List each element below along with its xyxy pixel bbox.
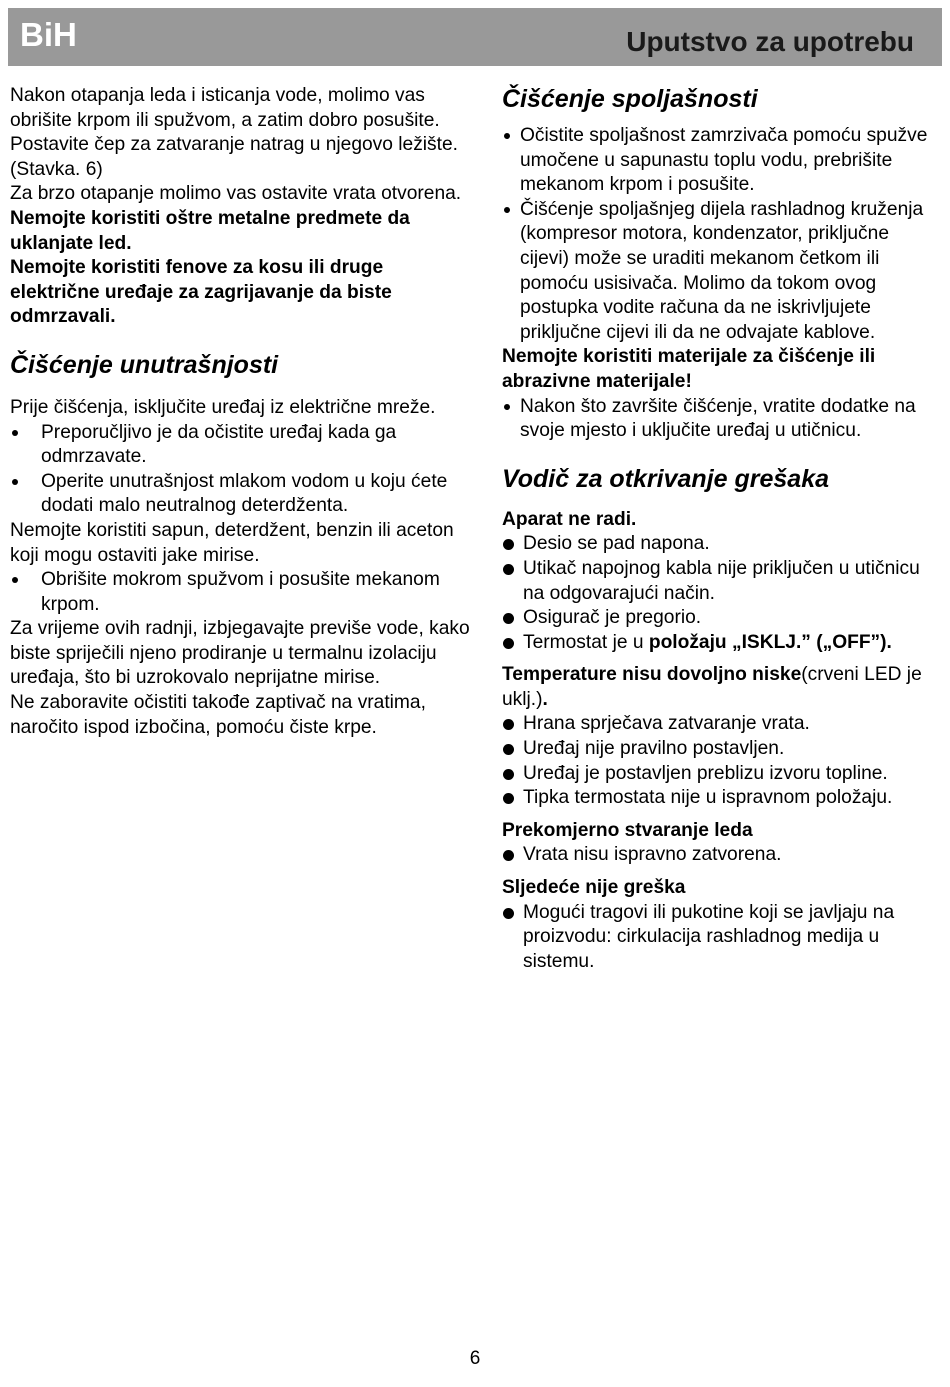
problem-cause: Mogući tragovi ili pukotine koji se javljaju na proizvodu: cirkulacija rashladnog medija u sistemu. xyxy=(502,901,942,975)
cause-text-bold: položaju „ISKLJ.” („OFF”). xyxy=(648,631,892,653)
outside-bullet: Čišćenje spoljašnjeg dijela rashladnog kruženja (kompresor motora, kondenzator, priključne cijevi) može se uraditi mekanom četkom ili pomoću usisivača. Molimo da tokom ovog postupka vodite računa da ne iskrivljujete priključne cijevi ili da ne odvajate kablove. xyxy=(502,198,942,346)
problem-cause: Tipka termostata nije u ispravnom položaju. xyxy=(502,786,942,811)
problem-title-bold: Temperature nisu dovoljno niske xyxy=(502,664,802,686)
right-column xyxy=(502,84,942,974)
inside-bullet: Preporučljivo je da očistite uređaj kada ga odmrzavate. xyxy=(10,421,472,470)
inside-paragraph: Prije čišćenja, isključite uređaj iz električne mreže. xyxy=(10,396,436,418)
warning-abrasive: Nemojte koristiti materijale za čišćenje ili abrazivne materijale! xyxy=(502,346,876,392)
inside-paragraph: Ne zaboravite očistiti takođe zaptivač na vratima, naročito ispod izbočina, pomoću čiste krpe. xyxy=(10,692,426,738)
problem-cause xyxy=(502,631,942,656)
warning-hair-dryer: Nemojte koristiti fenove za kosu ili druge električne uređaje za zagrijavanje da biste odmrzavali. xyxy=(10,257,392,328)
intro-paragraph: Nakon otapanja leda i isticanja vode, molimo vas obrišite krpom ili spužvom, a zatim dobro posušite. Postavite čep za zatvaranje natrag u njegovo ležište. (Stavka. 6) xyxy=(10,85,458,180)
manual-title: Uputstvo za upotrebu xyxy=(626,26,914,57)
inside-paragraph: Nemojte koristiti sapun, deterdžent, benzin ili aceton koji mogu ostaviti jake mirise. xyxy=(10,519,454,566)
warning-sharp-objects: Nemojte koristiti oštre metalne predmete da uklanjate led. xyxy=(10,207,410,254)
cause-text: Termostat je u xyxy=(523,631,649,653)
problem-title-note: (crveni LED je uklj.) xyxy=(502,664,922,710)
problem-title: Sljedeće nije greška xyxy=(502,877,686,899)
heading-outside-cleaning: Čišćenje spoljašnosti xyxy=(502,85,758,113)
problem-title: Prekomjerno stvaranje leda xyxy=(502,819,753,841)
page-number: 6 xyxy=(469,1348,481,1369)
heading-inside-cleaning: Čišćenje unutrašnjosti xyxy=(10,350,279,379)
problem-cause: Vrata nisu ispravno zatvorena. xyxy=(502,843,942,868)
problem-cause: Desio se pad napona. xyxy=(502,532,942,557)
left-column xyxy=(10,84,472,740)
inside-bullet: Obrišite mokrom spužvom i posušite mekanom krpom. xyxy=(10,568,472,617)
language-label: BiH xyxy=(20,16,77,53)
problem-cause: Hrana sprječava zatvaranje vrata. xyxy=(502,712,942,737)
problem-title xyxy=(502,663,942,712)
page-header xyxy=(8,8,942,66)
problem-cause: Utikač napojnog kabla nije priključen u utičnicu na odgovarajući način. xyxy=(502,557,942,606)
problem-cause: Osigurač je pregorio. xyxy=(502,606,942,631)
problem-title-end: . xyxy=(542,688,548,710)
inside-bullet: Operite unutrašnjost mlakom vodom u koju ćete dodati malo neutralnog deterdženta. xyxy=(10,470,472,519)
outside-bullet: Nakon što završite čišćenje, vratite dodatke na svoje mjesto i uključite uređaj u utičnicu. xyxy=(502,395,942,444)
problem-cause: Uređaj je postavljen preblizu izvoru topline. xyxy=(502,762,942,787)
outside-bullet: Očistite spoljašnost zamrzivača pomoću spužve umočene u sapunastu toplu vodu, prebrišite mekanom krpom i posušite. xyxy=(502,124,942,198)
heading-troubleshooting: Vodič za otkrivanje grešaka xyxy=(502,464,830,493)
intro-paragraph-2: Za brzo otapanje molimo vas ostavite vrata otvorena. xyxy=(10,183,462,205)
problem-cause: Uređaj nije pravilno postavljen. xyxy=(502,737,942,762)
inside-paragraph: Za vrijeme ovih radnji, izbjegavajte previše vode, kako biste spriječili njeno prodiranje u termalnu izolaciju uređaja, što bi uzrokovalo neprijatne mirise. xyxy=(10,618,470,689)
problem-title: Aparat ne radi. xyxy=(502,508,637,530)
